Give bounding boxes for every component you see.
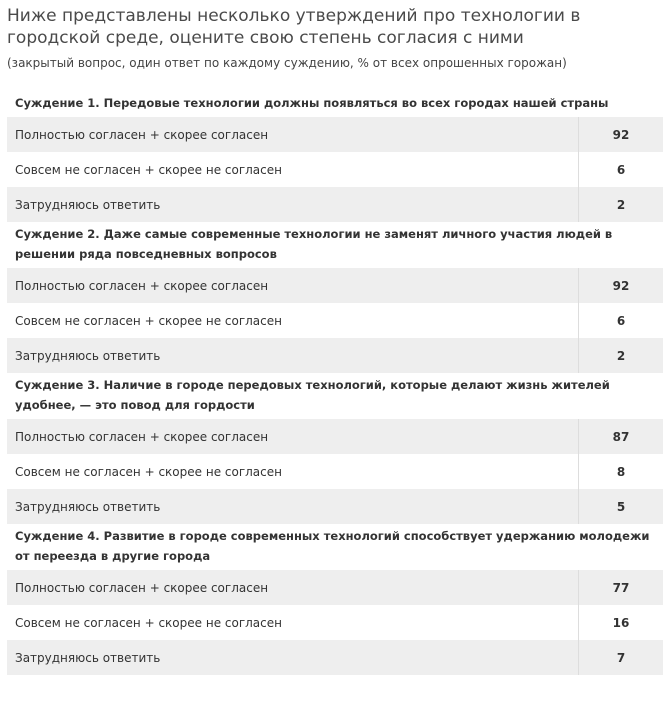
answer-percent: 2 <box>578 187 663 222</box>
answer-percent: 87 <box>578 419 663 454</box>
table-row <box>7 117 663 152</box>
answer-label: Затрудняюсь ответить <box>15 499 161 514</box>
answer-table <box>7 117 663 222</box>
answer-label: Совсем не согласен + скорее не согласен <box>15 464 282 479</box>
answer-percent: 6 <box>578 152 663 187</box>
statement-section <box>7 222 663 373</box>
statement-section <box>7 524 663 675</box>
survey-sections <box>7 91 663 675</box>
table-row <box>7 187 663 222</box>
table-row <box>7 605 663 640</box>
answer-table <box>7 419 663 524</box>
answer-percent: 5 <box>578 489 663 524</box>
answer-percent: 92 <box>578 268 663 303</box>
table-row <box>7 419 663 454</box>
statement-heading: Суждение 3. Наличие в городе передовых технологий, которые делают жизнь жителей удобнее, — это повод для гордости <box>15 378 610 412</box>
statement-heading: Суждение 2. Даже самые современные технологии не заменят личного участия людей в решении ряда повседневных вопросов <box>15 227 613 261</box>
table-row <box>7 640 663 675</box>
answer-label: Полностью согласен + скорее согласен <box>15 580 269 595</box>
answer-label: Затрудняюсь ответить <box>15 650 161 665</box>
answer-percent: 16 <box>578 605 663 640</box>
statement-section <box>7 373 663 524</box>
answer-table <box>7 570 663 675</box>
page-subtitle: (закрытый вопрос, один ответ по каждому суждению, % от всех опрошенных горожан) <box>7 56 567 70</box>
answer-label: Совсем не согласен + скорее не согласен <box>15 313 282 328</box>
statement-section <box>7 91 663 222</box>
table-row <box>7 454 663 489</box>
table-row <box>7 303 663 338</box>
table-row <box>7 268 663 303</box>
page-title: Ниже представлены несколько утверждений про технологии в городской среде, оцените свою степень согласия с ними <box>7 6 581 48</box>
table-row <box>7 152 663 187</box>
answer-percent: 2 <box>578 338 663 373</box>
table-row <box>7 570 663 605</box>
answer-percent: 92 <box>578 117 663 152</box>
answer-table <box>7 268 663 373</box>
answer-label: Затрудняюсь ответить <box>15 348 161 363</box>
answer-label: Совсем не согласен + скорее не согласен <box>15 615 282 630</box>
answer-label: Полностью согласен + скорее согласен <box>15 429 269 444</box>
answer-label: Затрудняюсь ответить <box>15 197 161 212</box>
answer-label: Полностью согласен + скорее согласен <box>15 278 269 293</box>
statement-heading: Суждение 1. Передовые технологии должны появляться во всех городах нашей страны <box>15 96 609 110</box>
answer-percent: 8 <box>578 454 663 489</box>
answer-label: Полностью согласен + скорее согласен <box>15 127 269 142</box>
table-row <box>7 489 663 524</box>
statement-heading: Суждение 4. Развитие в городе современных технологий способствует удержанию молодежи от переезда в другие города <box>15 529 650 563</box>
answer-percent: 6 <box>578 303 663 338</box>
answer-percent: 7 <box>578 640 663 675</box>
answer-label: Совсем не согласен + скорее не согласен <box>15 162 282 177</box>
table-row <box>7 338 663 373</box>
answer-percent: 77 <box>578 570 663 605</box>
